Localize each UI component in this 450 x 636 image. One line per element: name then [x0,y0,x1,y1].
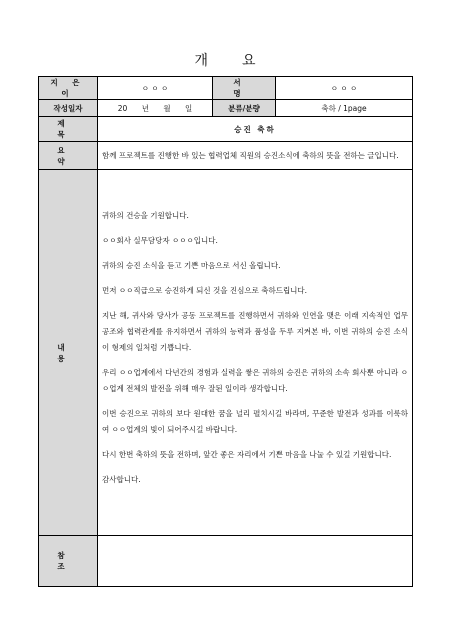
summary-row [39,142,413,170]
author-label: 지 은 이 [39,77,98,100]
summary-value: 함께 프로젝트를 진행한 바 있는 협력업체 직원의 승진소식에 축하의 뜻을 전하는 글입니다. [98,142,413,170]
content-paragraph: 우리 ㅇㅇ업계에서 다년간의 경험과 실력을 쌓은 귀하의 승진은 귀하의 소속 회사뿐 아니라 ㅇㅇ업계 전체의 발전을 위해 매우 잘된 일이라 생각합니다. [102,368,408,393]
author-value: ㅇ ㅇ ㅇ [98,77,213,100]
content-body [98,170,413,536]
content-paragraph: 다시 한번 축하의 뜻을 전하며, 앞간 좋은 자리에서 기쁜 마음을 나눌 수 있길 기원합니다. [102,450,392,459]
reference-label: 참 조 [39,536,98,587]
category-label: 분류/분량 [213,100,276,117]
date-label: 작성일자 [39,100,98,117]
content-label: 내 용 [39,170,98,536]
author-row [39,77,413,100]
title-part-1: 개 [194,53,208,69]
subject-value: 승진 축하 [98,117,413,142]
document-title [0,50,450,70]
summary-label: 요 약 [39,142,98,170]
reference-row [39,536,413,587]
title-part-2: 요 [242,53,256,69]
content-paragraph: 감사합니다. [102,475,141,484]
date-row [39,100,413,117]
category-value: 축하 / 1page [276,100,413,117]
content-paragraph: 귀하의 건승을 기원합니다. [102,211,189,220]
content-paragraph: 먼저 ㅇㅇ직급으로 승진하게 되신 것을 진심으로 축하드립니다. [102,286,308,295]
sign-label: 서 명 [213,77,276,100]
date-value: 20 년 월 일 [98,100,213,117]
overview-form-table [38,76,413,587]
reference-value [98,536,413,587]
sign-value: ㅇ ㅇ ㅇ [276,77,413,100]
content-paragraph: 귀하의 승진 소식을 듣고 기쁜 마음으로 서신 올립니다. [102,261,281,270]
subject-row [39,117,413,142]
content-row [39,170,413,536]
subject-label: 제 목 [39,117,98,142]
content-paragraph: ㅇㅇ회사 실무담당자 ㅇㅇㅇ입니다. [102,236,218,245]
content-paragraph: 지난 해, 귀사와 당사가 공동 프로젝트를 진행하면서 귀하와 인연을 맺은 이래 지속적인 업무 공조와 협력관계를 유지하면서 귀하의 능력과 품성을 두루 지켜본 바, 이번 귀하의 승진 소식이 형제의 일처럼 기쁩니다. [102,311,408,352]
content-paragraph: 이번 승진으로 귀하의 보다 원대한 꿈을 널리 펼치시길 바라며, 꾸준한 발전과 성과를 이룩하여 ㅇㅇ업계의 빛이 되어주시길 바랍니다. [102,409,408,434]
